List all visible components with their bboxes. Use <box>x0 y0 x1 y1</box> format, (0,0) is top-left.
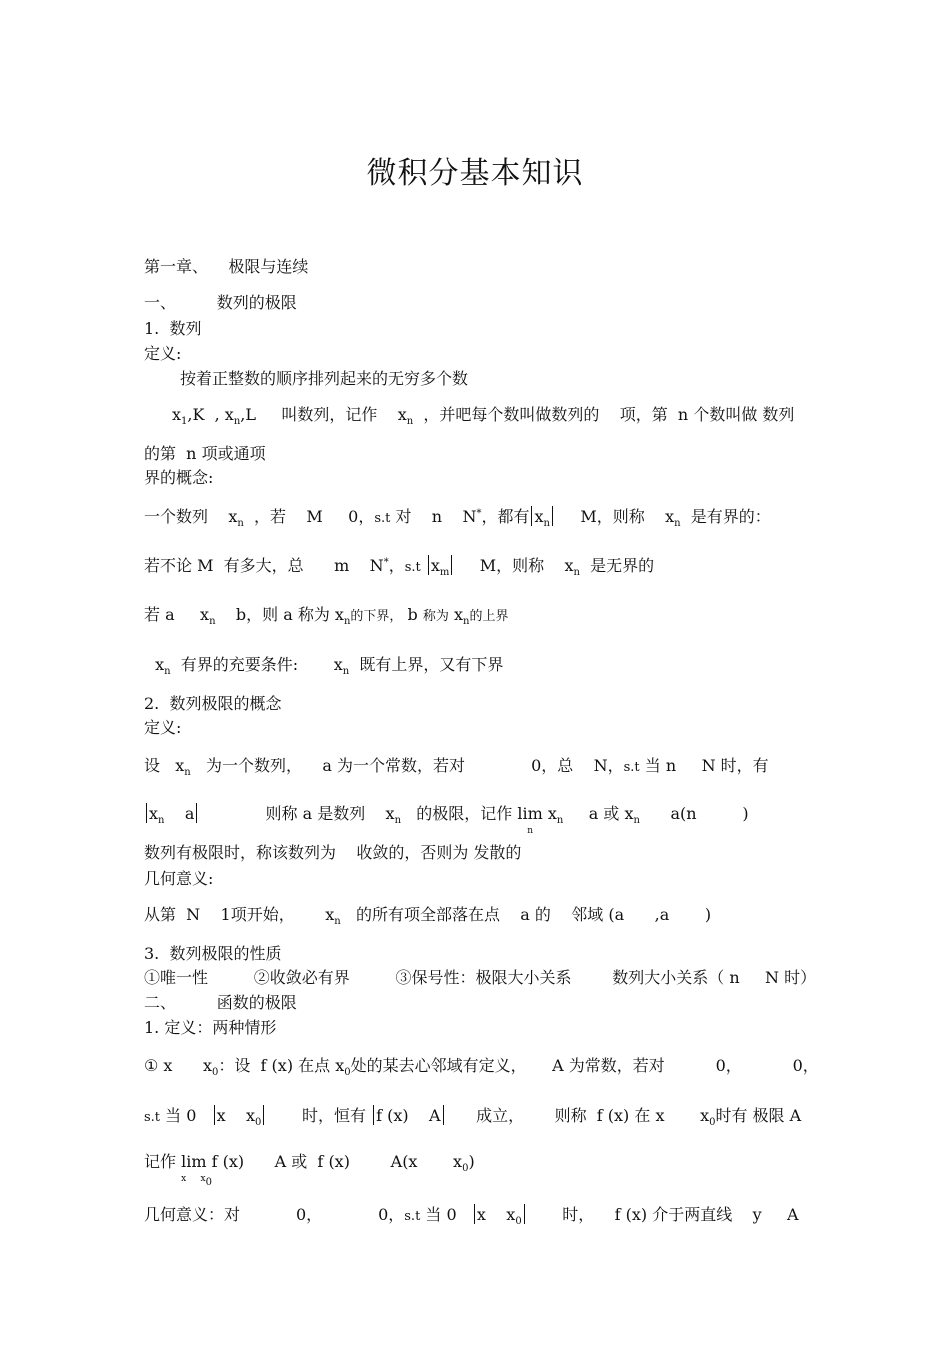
sequence-line: $x_1,K$ , $x_n,L$ 叫数列，记作 $x_n$ ，并吧每个数叫做数列的 项，第 n 个数叫做 数列 <box>172 405 795 427</box>
definition-label: 几何意义: <box>144 869 214 888</box>
subsection-heading: 1. 定义：两种情形 <box>144 1018 277 1037</box>
unbounded-definition: 若不论 M 有多大，总 m N*，s.t $x_m$ M，则称 $x_n$ 是无界的 <box>144 556 655 578</box>
function-limit-notation: 记作 lim x $x_0$ f (x) A 或 f (x) A(x $x_0$) <box>144 1152 475 1188</box>
function-geometric-meaning: 几何意义：对 0， 0，s.t 当 0 x $x_0$ 时， f (x) 介于两直线 y A <box>144 1205 799 1227</box>
definition-label: 定义: <box>144 718 182 737</box>
geometric-meaning: 从第 N 1项开始， $x_n$ 的所有项全部落在点 a 的 邻域 (a ,a ) <box>144 905 712 927</box>
chapter-heading: 第一章、 极限与连续 <box>144 257 309 276</box>
function-limit-case: ① x $x_0$：设 f (x) 在点 $x_0$处的某去心邻域有定义， A 为常数，若对 0， 0， <box>144 1056 819 1078</box>
definition-label: 定义: <box>144 344 182 363</box>
lim-symbol: lim x $x_0$ <box>181 1152 212 1188</box>
bounded-condition: $x_n$ 有界的充要条件: $x_n$ 既有上界，又有下界 <box>150 655 504 677</box>
limit-notation: $x_n$ a 则称 a 是数列 $x_n$ 的极限，记作 lim n $x_n$ a 或 $x_n$ a(n ) <box>144 803 749 824</box>
properties-line: ①唯一性 ②收敛必有界 ③保号性：极限大小关系 数列大小关系（ n N 时） <box>144 968 817 987</box>
bounded-definition: 一个数列 $x_n$ ，若 M 0，s.t 对 n N*，都有 $x_n$ M，则称 $x_n$ 是有界的： <box>144 507 771 529</box>
bounds-definition: 若 a $x_n$ b，则 a 称为 $x_n$的下界， b 称为 $x_n$的上界 <box>144 605 509 627</box>
page-title: 微积分基本知识 <box>366 156 584 191</box>
subsection-heading: 3. 数列极限的性质 <box>144 944 282 963</box>
paragraph: 的第 n 项或通项 <box>144 444 266 463</box>
subsection-heading: 2. 数列极限的概念 <box>144 694 282 713</box>
paragraph: 按着正整数的顺序排列起来的无穷多个数 <box>180 369 469 388</box>
limit-definition: 设 $x_n$ 为一个数列， a 为一个常数，若对 0，总 N，s.t 当 n N 时，有 <box>144 756 769 778</box>
paragraph: 数列有极限时，称该数列为 收敛的，否则为 发散的 <box>144 843 522 862</box>
definition-label: 界的概念: <box>144 468 214 487</box>
section-heading: 一、 数列的极限 <box>144 293 297 312</box>
section-heading: 二、 函数的极限 <box>144 993 297 1012</box>
subsection-heading: 1. 数列 <box>144 319 202 338</box>
lim-symbol: lim n <box>517 804 543 836</box>
function-limit-condition: s.t 当 0 x $x_0$ 时，恒有 f (x) A 成立， 则称 f (x) 在 x $x_0$时有 极限 A <box>144 1106 802 1128</box>
